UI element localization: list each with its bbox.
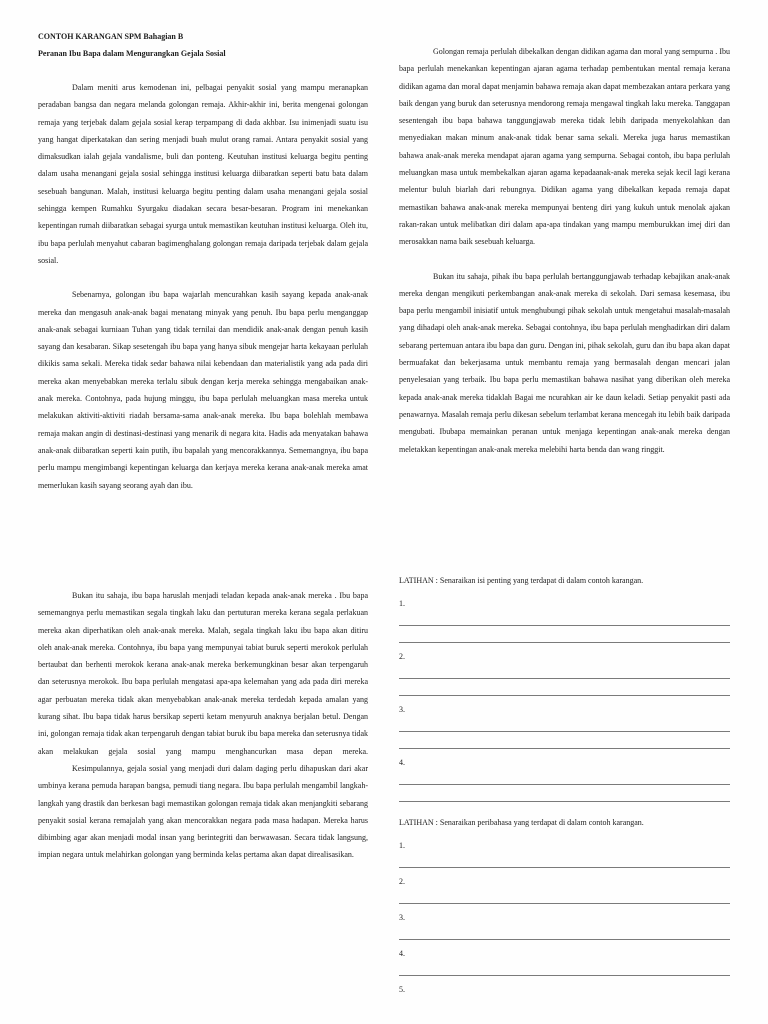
- answer-line[interactable]: [399, 923, 730, 940]
- exercise-number: 5.: [399, 985, 405, 994]
- answer-line[interactable]: [399, 768, 730, 785]
- essay-column-top-right: [399, 43, 730, 458]
- exercise-section: [399, 816, 730, 995]
- exercise-number: 4.: [399, 949, 405, 958]
- exercise-item: [399, 651, 730, 696]
- essay-paragraph: Bukan itu sahaja, ibu bapa haruslah menjadi teladan kepada anak-anak mereka . Ibu bapa sememangnya perlu memastikan segala tingkah laku dan pertuturan mereka kerana segala perlakuan mereka akan diperhatikan oleh anak-anak mereka. Malah, segala tingkah laku ibu bapa akan ditiru oleh anak-anak mereka. Contohnya, ibu bapa yang mempunyai tabiat buruk seperti merokok perlulah bertaubat dan berhenti merokok kerana anak-anak mereka berkemungkinan besar akan terpengaruh dan seterusnya merokok. Ibu bapa perlulah mengatasi apa-apa kelemahan yang ada pada diri mereka agar perbuatan mereka tidak akan menyebabkan anak-anak mereka terdedah kepada amalan yang kurang sihat. Ibu bapa tidak harus bersikap seperti ketam menyuruh anaknya berjalan betul. Dengan ini, golongan remaja tidak akan terpengaruh dengan tabiat buruk ibu bapa mereka dan seterusnya tidak akan melakukan gejala sosial yang mampu menghancurkan masa depan mereka.: [38, 591, 368, 756]
- answer-line[interactable]: [399, 662, 730, 679]
- answer-line[interactable]: [399, 679, 730, 696]
- exercise-item: [399, 704, 730, 749]
- answer-line[interactable]: [399, 959, 730, 976]
- essay-column-top-left: [38, 28, 368, 494]
- exercise-number: 4.: [399, 758, 405, 767]
- exercise-number: 3.: [399, 913, 405, 922]
- exercise-number: 2.: [399, 877, 405, 886]
- essay-paragraph: Dalam meniti arus kemodenan ini, pelbagai penyakit sosial yang mampu meranapkan peradaban bangsa dan negara melanda golongan remaja. Akhir-akhir ini, berita mengenai golongan remaja yang terjebak dalam gejala sosial kerap terpampang di dada akhbar. Isu inimenjadi suatu isu yang hangat diperkatakan dan sering menjadi buah mulut orang ramai. Antara penyakit sosial yang dimaksudkan ialah gejala vandalisme, buli dan ponteng. Keutuhan institusi keluarga begitu penting dalam usaha menangani gejala sosial sehingga institusi keluarga diibaratkan seperti batu bata dalam sesebuah bangunan. Malah, institusi keluarga begitu penting dalam usaha menangani gejala sosial sehingga kempen Rumahku Syurgaku diadakan secara besar-besaran. Program ini menekankan kepentingan rumah diibaratkan sebagai syurga untuk memastikan keutuhan institusi keluarga. Oleh itu, ibu bapa perlulah menyahut cabaran bagimenghalang golongan remaja daripada terjebak dalam gejala sosial.: [38, 83, 368, 265]
- answer-line[interactable]: [399, 887, 730, 904]
- exercise-item: [399, 840, 730, 868]
- essay-title: Peranan Ibu Bapa dalam Mengurangkan Gejala Sosial: [38, 49, 226, 58]
- answer-line[interactable]: [399, 785, 730, 802]
- essay-paragraph: Sebenarnya, golongan ibu bapa wajarlah mencurahkan kasih sayang kepada anak-anak mereka dan mengasuh anak-anak bagai menatang minyak yang penuh. Ibu bapa perlu menganggap anak-anak sebagai kurniaan Tuhan yang tidak ternilai dan mendidik anak-anak dengan penuh kasih sayang dan kesabaran. Sikap sesetengah ibu bapa yang hanya sibuk mengejar harta kekayaan perlulah dikikis sama sekali. Mereka tidak sedar bahawa nilai kebendaan dan materialistik yang ada pada diri mereka akan menyebabkan mereka terlalu sibuk dengan kerja mereka sehingga mengabaikan anak-anak mereka. Contohnya, pada hujung minggu, ibu bapa perlulah meluangkan masa mereka untuk melakukan aktiviti-aktiviti riadah bersama-sama anak-anak mereka. Ibu bapa bolehlah membawa remaja makan angin di destinasi-destinasi yang menarik di negara kita. Hadis ada menyatakan bahawa anak-anak diibaratkan seperti kain putih, ibu bapalah yang mencorakkannya. Sememangnya, ibu bapa perlu mampu mengimbangi kepentingan keluarga dan kerjaya mereka kerana anak-anak mereka amat memerlukan kasih sayang seorang ayah dan ibu.: [38, 290, 368, 490]
- essay-label: CONTOH KARANGAN SPM Bahagian B: [38, 32, 184, 41]
- exercise-item: [399, 948, 730, 976]
- exercise-item: [399, 912, 730, 940]
- exercise-title: LATIHAN : Senaraikan peribahasa yang terdapat di dalam contoh karangan.: [399, 818, 644, 827]
- exercise-section: [399, 574, 730, 802]
- exercise-number: 3.: [399, 705, 405, 714]
- exercise-number: 2.: [399, 652, 405, 661]
- exercise-item: [399, 757, 730, 802]
- answer-line[interactable]: [399, 626, 730, 643]
- essay-paragraph: Bukan itu sahaja, pihak ibu bapa perlulah bertanggungjawab terhadap kebajikan anak-anak mereka dengan mengikuti perkembangan anak-anak mereka di sekolah. Dari semasa kesemasa, ibu bapa perlu mengambil inisiatif untuk menghubungi pihak sekolah untuk mengetahui masalah-masalah yang dihadapi oleh anak-anak mereka. Sebagai contohnya, ibu bapa perlulah menghadirkan diri dalam sebarang pertemuan antara ibu bapa dan guru. Dengan ini, pihak sekolah, guru dan ibu bapa akan dapat bermuafakat dan bekerjasama untuk membantu remaja yang bermasalah dengan mencari jalan penyelesaian yang terbaik. Ibu bapa perlu memastikan bahawa nasihat yang diberikan oleh mereka kepada anak-anak mereka tidaklah Bagai me ncurahkan air ke daun keladi. Setiap penyakit pasti ada penawarnya. Masalah remaja perlu dikesan sebelum terlambat kerana mencegah itu lebih baik daripada mengubati. Ibubapa memainkan peranan untuk menjaga kepentingan anak-anak mereka dengan meletakkan kepentingan anak-anak mereka melebihi harta benda dan wang ringgit.: [399, 271, 730, 454]
- essay-paragraph: Kesimpulannya, gejala sosial yang menjadi duri dalam daging perlu dihapuskan dari akar umbinya kerana pemuda harapan bangsa, pemudi tiang negara. Ibu bapa perlulah mengambil langkah-langkah yang drastik dan berkesan bagi memastikan golongan remaja tidak akan menjangkiti sebarang penyakit sosial kerana remajalah yang akan mencorakkan negara pada masa hadapan. Mereka harus dibimbing agar akan menjadi modal insan yang berintegriti dan berwawasan. Secara tidak langsung, impian negara untuk melahirkan golongan yang berminda kelas pertama akan dapat direalisasikan.: [38, 763, 368, 860]
- answer-line[interactable]: [399, 715, 730, 732]
- exercise-title: LATIHAN : Senaraikan isi penting yang terdapat di dalam contoh karangan.: [399, 576, 644, 585]
- answer-line[interactable]: [399, 732, 730, 749]
- exercise-number: 1.: [399, 599, 405, 608]
- exercise-column: [399, 574, 730, 1003]
- exercise-item: [399, 876, 730, 904]
- exercise-item: [399, 598, 730, 643]
- answer-line[interactable]: [399, 609, 730, 626]
- essay-column-bottom-left: [38, 587, 368, 864]
- essay-paragraph: Golongan remaja perlulah dibekalkan dengan didikan agama dan moral yang sempurna . Ibu bapa perlulah menekankan kepentingan ajaran agama terhadap pembentukan mental remaja kerana didikan agama dan moral dapat menjamin bahawa remaja akan dapat membezakan antara perkara yang baik dengan yang buruk dan seterusnya mendorong remaja mengawal tingkah laku mereka. Tanggapan sesentengah ibu bapa bahawa tanggungjawab mereka tidak lebih daripada menyekolahkan dan menyediakan makan minum anak-anak tidak benar sama sekali. Mereka juga harus memastikan bahawa anak-anak mereka mendapat ajaran agama yang sempurna. Sebagai contoh, ibu bapa perlulah meluangkan masa untuk membekalkan ajaran agama kepadaanak-anak mereka sejak kecil lagi kerana melentur buluh biarlah dari rebungnya. Didikan agama yang dibekalkan kepada remaja dapat memastikan bahawa anak-anak mereka mempunyai benteng diri yang kukuh untuk menolak ajakan rakan-rakan untuk melibatkan diri dalam apa-apa tindakan yang mampu memburukkan imej diri dan merosakkan nama baik sesebuah keluarga.: [399, 47, 730, 247]
- exercise-number: 1.: [399, 841, 405, 850]
- exercise-item: [399, 984, 730, 995]
- answer-line[interactable]: [399, 851, 730, 868]
